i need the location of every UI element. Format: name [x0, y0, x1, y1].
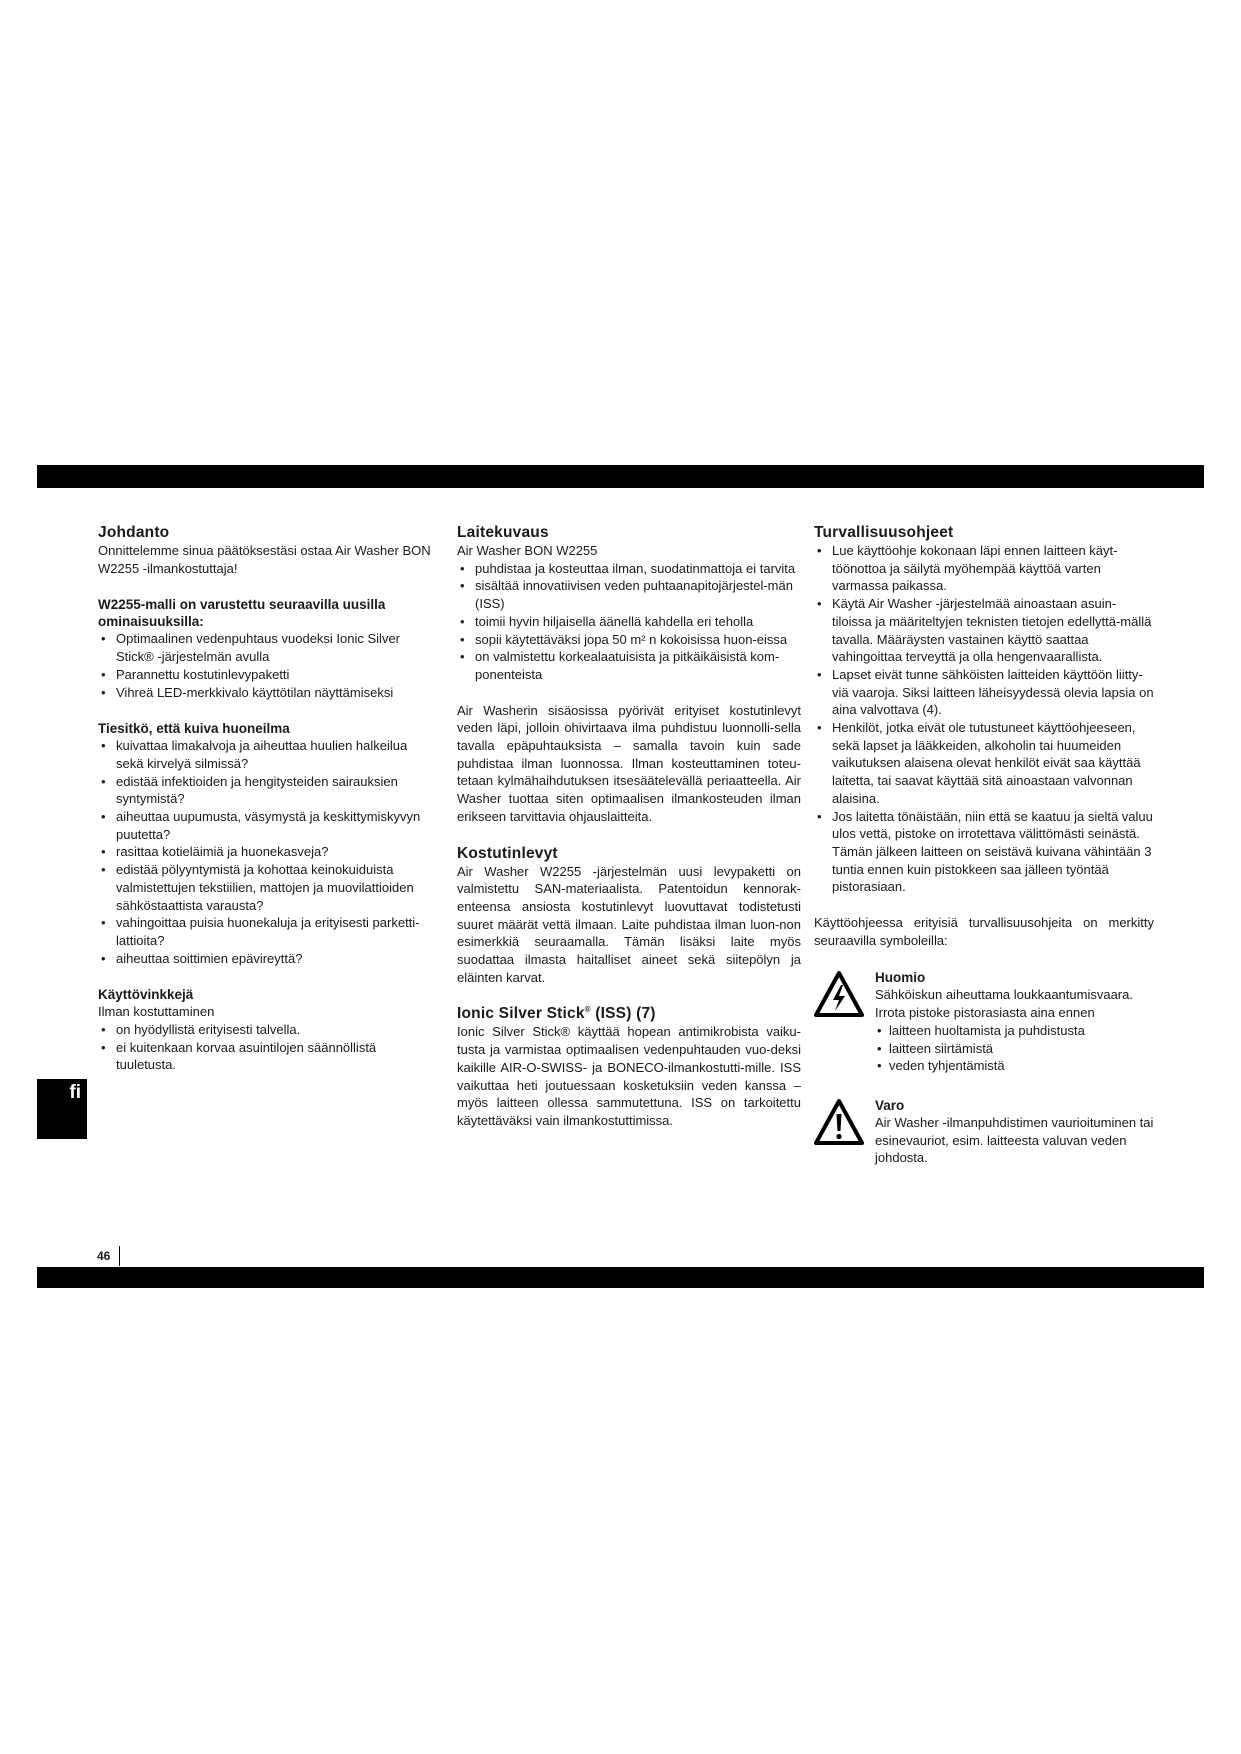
list-item: • aiheuttaa uupumusta, väsymystä ja keskittymiskyvyn puutetta?: [98, 808, 438, 843]
column-3: [814, 524, 1154, 1167]
intro-section: [98, 524, 438, 577]
caution-title: Varo: [875, 1097, 905, 1113]
notice-list: [875, 1022, 1154, 1075]
notice-text-2: Irrota pistoke pistorasiasta aina ennen: [875, 1005, 1095, 1021]
description-subtitle: Air Washer BON W2255: [457, 543, 598, 558]
safety-section: [814, 524, 1154, 949]
features-list: [98, 630, 438, 701]
list-item: • Vihreä LED-merkkivalo käyttötilan näyttämiseksi: [98, 684, 438, 702]
notice-text-1: Sähköiskun aiheuttama loukkaantumisvaara.: [875, 987, 1133, 1003]
discs-section: [457, 845, 801, 987]
list-item: • vahingoittaa puisia huonekaluja ja erityisesti parketti-lattioita?: [98, 914, 438, 949]
column-2: [457, 524, 801, 1149]
features-section: [98, 596, 438, 701]
list-item: • edistää pölyyntymistä ja kohottaa keinokuiduista valmistettujen tekstiilien, mattojen ja muovilattioiden sähköstaattista varausta?: [98, 861, 438, 914]
discs-title: Kostutinlevyt: [457, 844, 558, 862]
tips-list: [98, 1021, 438, 1074]
tips-subtitle: Ilman kostuttaminen: [98, 1004, 215, 1020]
intro-text: Onnittelemme sinua päätöksestäsi ostaa Air Washer BON W2255 -ilmankostuttaja!: [98, 543, 431, 576]
list-item: • Lapset eivät tunne sähköisten laitteiden käyttöön liitty-viä vaaroja. Siksi laitteen läheisyydessä olevia lapsia on aina valvottava (4).: [814, 666, 1154, 719]
list-item: • on valmistettu korkealaatuisista ja pitkäikäisistä kom-ponenteista: [457, 648, 801, 683]
dry-air-title: Tiesitkö, että kuiva huoneilma: [98, 721, 290, 737]
list-item: • sopii käytettäväksi jopa 50 m² n kokoisissa huon-eissa: [457, 631, 801, 649]
iss-title-rest: (ISS) (7): [590, 1005, 656, 1023]
intro-title: Johdanto: [98, 524, 170, 541]
safety-list: [814, 542, 1154, 896]
language-tab: fi: [37, 1079, 87, 1139]
safety-title: Turvallisuusohjeet: [814, 524, 954, 541]
list-item: • edistää infektioiden ja hengitysteiden sairauksien syntymistä?: [98, 773, 438, 808]
discs-text: Air Washer W2255 -järjestelmän uusi levypaketti on valmistettu SAN-materiaalista. Patentoidun kennorak-enteensa ansiosta kostutinlevyt luovuttavat todistetusti suuret määrät vettä ilmaan. Laite puhdistaa ilman luon-non esimerkkiä seuraamalla. Tämän lisäksi laite myös suodattaa ilmasta haitalliset aineet sekä siitepölyn ja eläinten karvat.: [457, 863, 801, 985]
list-item: • veden tyhjentämistä: [875, 1057, 1154, 1075]
iss-section: [457, 1005, 801, 1129]
description-paragraph: Air Washerin sisäosissa pyörivät erityiset kostutinlevyt veden läpi, jolloin ohivirtaava ilma puhdistuu luonnolli-sella tavalla epäpuhtauksista – samalla tavoin kuin sade puhdistaa ilman luonnossa. Ilman kosteuttaminen toteu-tetaan kylmähaihdutuksen itsesäätelevällä periaatteella. Air Washer tuottaa siten optimaalisen ilmankosteuden ilman erikseen tarvittavia ohjauslaitteita.: [457, 702, 801, 824]
description-list: [457, 560, 801, 684]
list-item: • kuivattaa limakalvoja ja aiheuttaa huulien halkeilua sekä kirvelyä silmissä?: [98, 737, 438, 772]
list-item: • Henkilöt, jotka eivät ole tutustuneet käyttöohjeeseen, sekä lapset ja lääkkeiden, alkoholin tai huumeiden vaikutuksen alaisena olevat henkilöt eivät saa käyttää laitetta, tai saavat käyttää sitä ainoastaan valvonnan alaisina.: [814, 719, 1154, 808]
tips-title: Käyttövinkkejä: [98, 987, 194, 1003]
description-section: [457, 524, 801, 826]
caution-block: [814, 1097, 1154, 1167]
list-item: • Optimaalinen vedenpuhtaus vuodeksi Ionic Silver Stick® -järjestelmän avulla: [98, 630, 438, 665]
description-title: Laitekuvaus: [457, 524, 549, 541]
footer-bar: [37, 1267, 1204, 1288]
dry-air-list: [98, 737, 438, 967]
list-item: • on hyödyllistä erityisesti talvella.: [98, 1021, 438, 1039]
column-1: [98, 524, 438, 1093]
list-item: • Jos laitetta tönäistään, niin että se kaatuu ja sieltä valuu ulos vettä, pistoke on irrotettava välittömästi seinästä. Tämän jälkeen laitteen on seistävä kuivana vähintään 3 tuntia ennen kuin pistokkeen saa jälleen työntää pistorasiaan.: [814, 808, 1154, 897]
features-title: W2255-malli on varustettu seuraavilla uusilla ominaisuuksilla:: [98, 597, 386, 630]
header-bar: [37, 465, 1204, 488]
list-item: • ei kuitenkaan korvaa asuintilojen säännöllistä tuuletusta.: [98, 1039, 438, 1074]
list-item: • aiheuttaa soittimien epävireyttä?: [98, 950, 438, 968]
caution-text: Air Washer -ilmanpuhdistimen vaurioituminen tai esinevauriot, esim. laitteesta valuvan veden johdosta.: [875, 1114, 1154, 1166]
list-item: • rasittaa kotieläimiä ja huonekasveja?: [98, 843, 438, 861]
iss-text: Ionic Silver Stick® käyttää hopean antimikrobista vaiku-tusta ja varmistaa optimaalisen vedenpuhtauden vuo-deksi kaikille AIR-O-SWISS- ja BONECO-ilmankostutti-mille. ISS vaikuttaa heti joutuessaan kosketuksiin veden kanssa – myös laitteen ollessa sammutettuna. ISS on tarkoitettu käytettäväksi vain ilmankostuttimissa.: [457, 1024, 801, 1128]
iss-title-main: Ionic Silver Stick: [457, 1005, 585, 1023]
list-item: • laitteen huoltamista ja puhdistusta: [875, 1022, 1154, 1040]
iss-title-reg: ®: [584, 1005, 591, 1015]
list-item: • Lue käyttöohje kokonaan läpi ennen laitteen käyt-töönottoa ja säilytä myöhempää käyttöä varten varmassa paikassa.: [814, 542, 1154, 595]
list-item: • Käytä Air Washer -järjestelmää ainoastaan asuin-tiloissa ja määriteltyjen teknisten tietojen edellyttä-mällä tavalla. Määräysten vastainen käyttö saattaa vahingoittaa terveyttä ja olla hengenvaarallista.: [814, 595, 1154, 666]
notice-title: Huomio: [875, 970, 926, 986]
electric-warning-icon: [814, 971, 864, 1017]
list-item: • sisältää innovatiivisen veden puhtaanapitojärjestel-män (ISS): [457, 577, 801, 612]
symbols-text: Käyttöohjeessa erityisiä turvallisuusohjeita on merkitty seuraavilla symboleilla:: [814, 915, 1154, 948]
dry-air-section: [98, 720, 438, 967]
list-item: • Parannettu kostutinlevypaketti: [98, 666, 438, 684]
iss-title: [457, 1005, 801, 1023]
list-item: • puhdistaa ja kosteuttaa ilman, suodatinmattoja ei tarvita: [457, 560, 801, 578]
exclamation-warning-icon: [814, 1099, 864, 1145]
notice-block: [814, 969, 1154, 1075]
page-number: 46: [97, 1246, 120, 1266]
list-item: • laitteen siirtämistä: [875, 1040, 1154, 1058]
tips-section: [98, 986, 438, 1074]
list-item: • toimii hyvin hiljaisella äänellä kahdella eri teholla: [457, 613, 801, 631]
